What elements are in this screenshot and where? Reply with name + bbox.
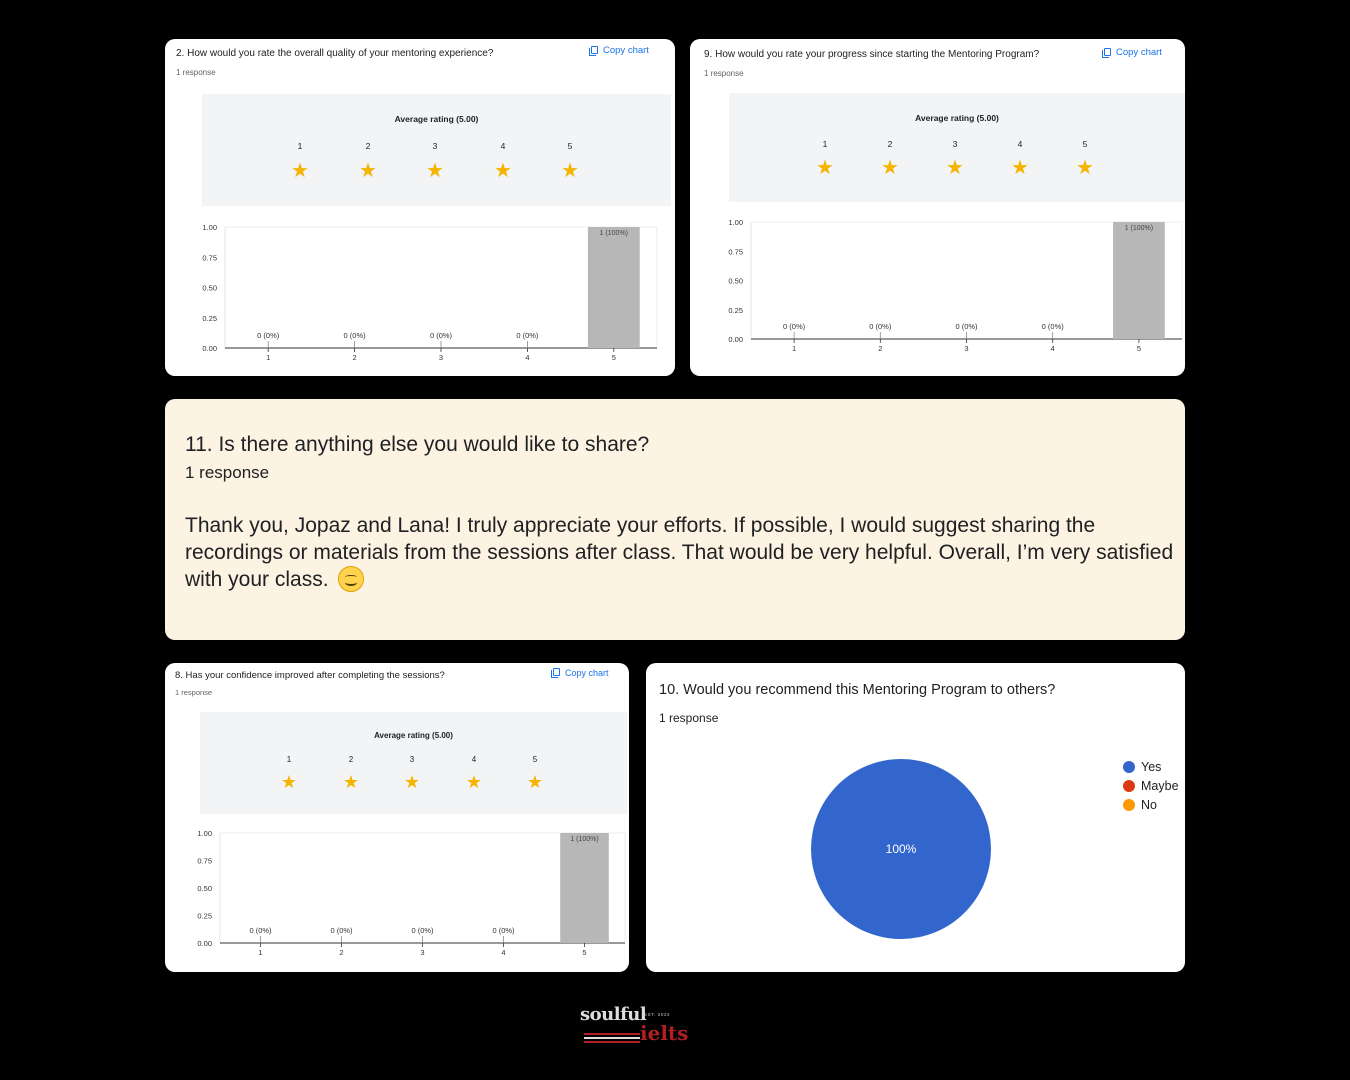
- y-tick-label: 0.00: [197, 939, 212, 948]
- x-tick-label: 5: [1136, 344, 1141, 353]
- question-card-q10: [646, 663, 1185, 972]
- logo-word-soulful: soulful: [580, 1004, 647, 1025]
- x-tick-label: 3: [438, 353, 444, 362]
- question-card-q9: [690, 39, 1185, 376]
- x-tick-label: 1: [258, 948, 263, 957]
- rating-bar-chart: [165, 663, 629, 972]
- y-tick-label: 0.50: [728, 276, 743, 286]
- y-tick-label: 0.25: [197, 911, 212, 921]
- x-tick-label: 2: [878, 344, 883, 353]
- y-tick-label: 0.25: [202, 313, 217, 323]
- rating-bar-chart: [165, 39, 675, 376]
- average-rating: Average rating (5.00): [374, 731, 453, 740]
- star-2: 2 ★: [336, 755, 366, 792]
- star-3: 3 ★: [397, 755, 427, 792]
- y-tick-label: 1.00: [197, 829, 212, 838]
- bar-data-label: 0 (0%): [330, 926, 353, 935]
- response-count: 1 response: [176, 68, 216, 77]
- bar-data-label: 0 (0%): [955, 322, 978, 331]
- star-4: 4 ★: [459, 755, 489, 792]
- y-tick-label: 1.00: [202, 223, 217, 232]
- x-tick-label: 5: [611, 353, 616, 362]
- star-icon: ★: [494, 160, 512, 182]
- y-tick-label: 0.75: [202, 253, 217, 263]
- legend-label: No: [1141, 797, 1157, 812]
- bar: [588, 227, 640, 348]
- star-2: 2 ★: [353, 141, 383, 181]
- question-card-q2: [165, 39, 675, 376]
- question-title: 8. Has your confidence improved after completing the sessions?: [175, 670, 445, 681]
- star-5: 5 ★: [1070, 139, 1100, 178]
- x-tick-label: 3: [964, 344, 969, 353]
- y-tick-label: 0.00: [202, 344, 217, 353]
- bar-data-label: 0 (0%): [343, 331, 366, 340]
- response-count: 1 response: [659, 711, 719, 725]
- x-tick-label: 2: [352, 353, 357, 362]
- y-tick-label: 0.25: [728, 305, 743, 315]
- star-5: 5 ★: [520, 755, 550, 792]
- response-text: Thank you, Jopaz and Lana! I truly appreciate your efforts. If possible, I would suggest sharing the recordings or materials from the sessions after class. That would be very helpful. Overall, I’m very satisfied with your class.: [185, 514, 1174, 591]
- star-1: 1 ★: [274, 755, 304, 792]
- bar-data-label: 0 (0%): [516, 331, 539, 340]
- response-count: 1 response: [704, 69, 744, 78]
- bar-data-label: 0 (0%): [411, 926, 434, 935]
- legend-label: Yes: [1141, 759, 1162, 774]
- legend-item-yes: [1123, 757, 1179, 776]
- bar: [1113, 222, 1165, 339]
- legend-label: Maybe: [1141, 778, 1179, 793]
- soulful-ielts-logo: [580, 1004, 695, 1048]
- bar-data-label: 0 (0%): [249, 926, 272, 935]
- x-tick-label: 2: [339, 948, 344, 957]
- star-icon: ★: [342, 772, 360, 792]
- star-1: 1 ★: [285, 141, 315, 181]
- logo-est: EST. 2024: [644, 1012, 671, 1017]
- bar-data-label: 0 (0%): [783, 322, 806, 331]
- recommend-pie-chart: [646, 663, 1185, 972]
- star-3: 3 ★: [940, 139, 970, 178]
- question-title: 9. How would you rate your progress since starting the Mentoring Program?: [704, 49, 1040, 60]
- star-icon: ★: [1076, 157, 1094, 179]
- star-3: 3 ★: [420, 141, 450, 181]
- average-rating: Average rating (5.00): [915, 113, 999, 123]
- star-icon: ★: [280, 772, 298, 792]
- star-icon: ★: [946, 157, 964, 179]
- y-tick-label: 0.50: [197, 884, 212, 893]
- y-tick-label: 0.75: [728, 247, 743, 257]
- question-title: 10. Would you recommend this Mentoring Program to others?: [659, 682, 1056, 698]
- y-tick-label: 0.00: [728, 335, 743, 344]
- smile-emoji-icon: [338, 566, 364, 592]
- legend-swatch: [1123, 799, 1135, 811]
- bar-data-label: 0 (0%): [257, 331, 280, 340]
- x-tick-label: 4: [525, 353, 530, 362]
- bar-data-label: 0 (0%): [869, 322, 892, 331]
- bar-data-label: 0 (0%): [492, 926, 515, 935]
- logo-stripe: [584, 1033, 640, 1035]
- logo-stripe: [584, 1041, 640, 1043]
- y-tick-label: 0.75: [197, 856, 212, 866]
- x-tick-label: 3: [420, 948, 425, 957]
- average-rating: Average rating (5.00): [394, 114, 479, 124]
- star-icon: ★: [881, 157, 899, 179]
- star-icon: ★: [465, 772, 483, 792]
- x-tick-label: 1: [792, 344, 797, 353]
- question-title: 2. How would you rate the overall quality of your mentoring experience?: [176, 48, 494, 59]
- open-response-card: [165, 399, 1185, 640]
- x-tick-label: 4: [501, 948, 506, 957]
- logo-stripe: [584, 1037, 640, 1039]
- copy-chart-label: Copy chart: [565, 668, 609, 678]
- question-title: 11. Is there anything else you would like to share?: [185, 433, 650, 456]
- star-4: 4 ★: [488, 141, 518, 181]
- y-tick-label: 1.00: [728, 218, 743, 227]
- rating-bar-chart: [690, 39, 1185, 376]
- star-4: 4 ★: [1005, 139, 1035, 178]
- star-icon: ★: [561, 160, 579, 182]
- x-tick-label: 4: [1050, 344, 1055, 353]
- response-count: 1 response: [175, 688, 213, 697]
- star-icon: ★: [816, 157, 834, 179]
- star-icon: ★: [426, 160, 444, 182]
- star-icon: ★: [526, 772, 544, 792]
- x-tick-label: 5: [582, 948, 587, 957]
- star-icon: ★: [359, 160, 377, 182]
- response-count: 1 response: [185, 463, 270, 482]
- pie-legend: [1123, 757, 1179, 814]
- legend-swatch: [1123, 780, 1135, 792]
- star-icon: ★: [1011, 157, 1029, 179]
- bar-data-label: 0 (0%): [1041, 322, 1064, 331]
- star-5: 5 ★: [555, 141, 585, 181]
- bar-data-label: 1 (100%): [570, 836, 599, 843]
- bar: [560, 833, 609, 943]
- bar-data-label: 0 (0%): [429, 331, 453, 340]
- bar-data-label: 1 (100%): [599, 230, 629, 237]
- y-tick-label: 0.50: [202, 283, 217, 293]
- bar-data-label: 1 (100%): [1124, 225, 1154, 232]
- copy-chart-label: Copy chart: [1116, 47, 1162, 58]
- legend-item-no: [1123, 795, 1179, 814]
- pie-slice-label: 100%: [885, 842, 917, 856]
- legend-swatch: [1123, 761, 1135, 773]
- legend-item-maybe: [1123, 776, 1179, 795]
- star-2: 2 ★: [875, 139, 905, 178]
- copy-chart-label: Copy chart: [603, 45, 649, 56]
- star-icon: ★: [403, 772, 421, 792]
- logo-word-ielts: ielts: [640, 1021, 689, 1045]
- question-card-q8: [165, 663, 629, 972]
- x-tick-label: 1: [266, 353, 271, 362]
- star-1: 1 ★: [810, 139, 840, 178]
- star-icon: ★: [291, 160, 309, 182]
